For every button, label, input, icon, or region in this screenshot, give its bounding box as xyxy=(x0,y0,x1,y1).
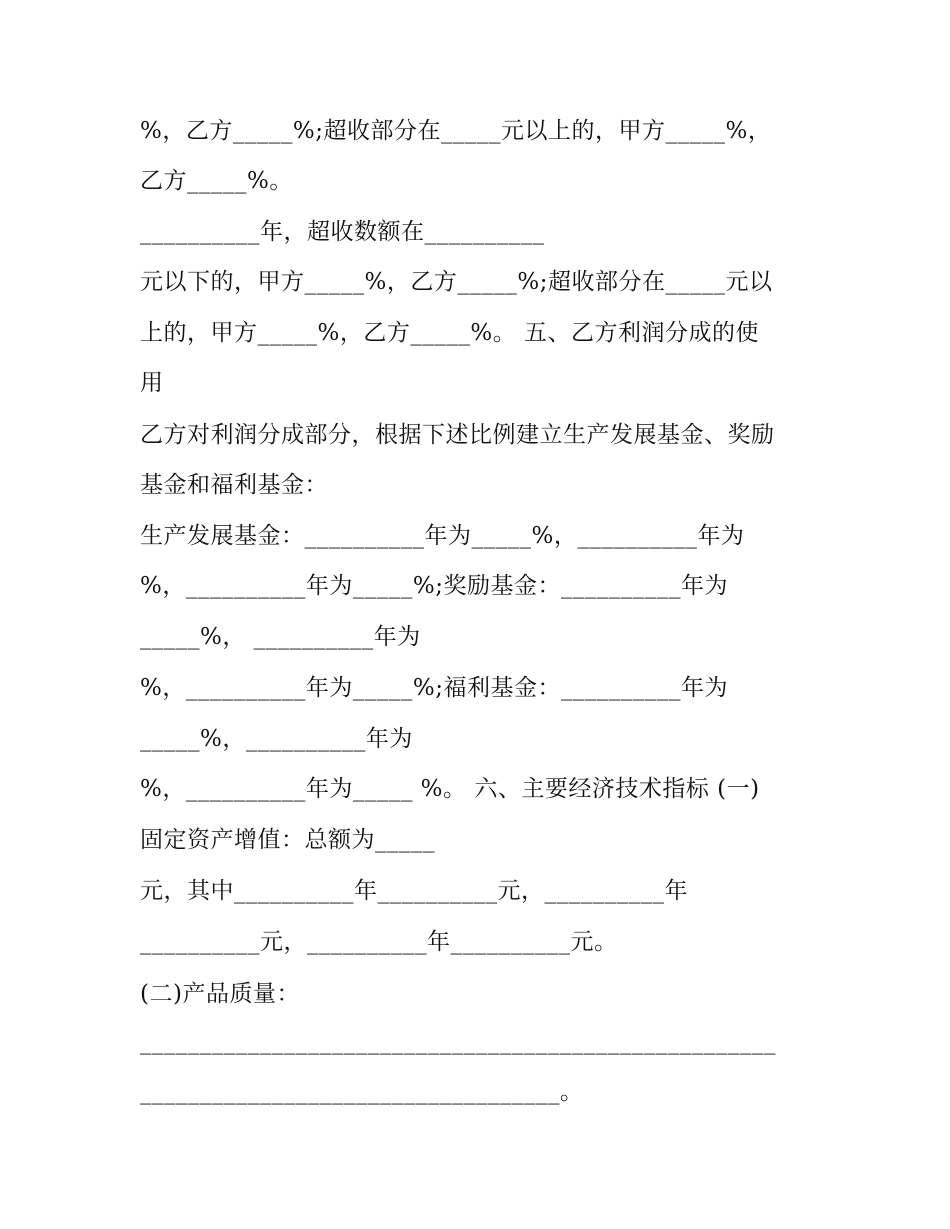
text-line-12: %，__________年为_____%;福利基金：__________年为 xyxy=(140,675,728,701)
text-line-17: __________元，__________年__________元。 xyxy=(140,929,618,955)
text-line-19: _____________________________________________________ xyxy=(140,1029,776,1055)
text-line-5: 上的，甲方_____%，乙方_____%。 五、乙方利润分成的使 xyxy=(140,320,760,346)
text-line-18: (二)产品质量： xyxy=(140,981,300,1007)
text-line-7: 乙方对利润分成部分，根据下述比例建立生产发展基金、奖励 xyxy=(140,422,775,448)
text-line-3: __________年，超收数额在__________ xyxy=(140,219,545,245)
text-line-6: 用 xyxy=(140,370,164,396)
text-line-4: 元以下的，甲方_____%，乙方_____%;超收部分在_____元以 xyxy=(140,269,773,295)
text-line-1: %，乙方_____%;超收部分在_____元以上的，甲方_____%， xyxy=(140,118,772,144)
text-line-9: 生产发展基金：__________年为_____%，__________年为 xyxy=(140,523,745,549)
text-line-10: %，__________年为_____%;奖励基金：__________年为 xyxy=(140,573,728,599)
text-line-16: 元，其中__________年__________元，__________年 xyxy=(140,878,688,904)
text-line-2: 乙方_____%。 xyxy=(140,168,293,194)
text-line-14: %，__________年为_____ %。 六、主要经济技术指标 (一) xyxy=(140,776,760,802)
text-line-8: 基金和福利基金： xyxy=(140,472,328,498)
text-line-13: _____%，__________年为 xyxy=(140,726,413,752)
text-line-11: _____%， __________年为 xyxy=(140,624,421,650)
text-line-15: 固定资产增值：总额为_____ xyxy=(140,827,435,853)
text-line-20: ___________________________________。 xyxy=(140,1079,584,1105)
